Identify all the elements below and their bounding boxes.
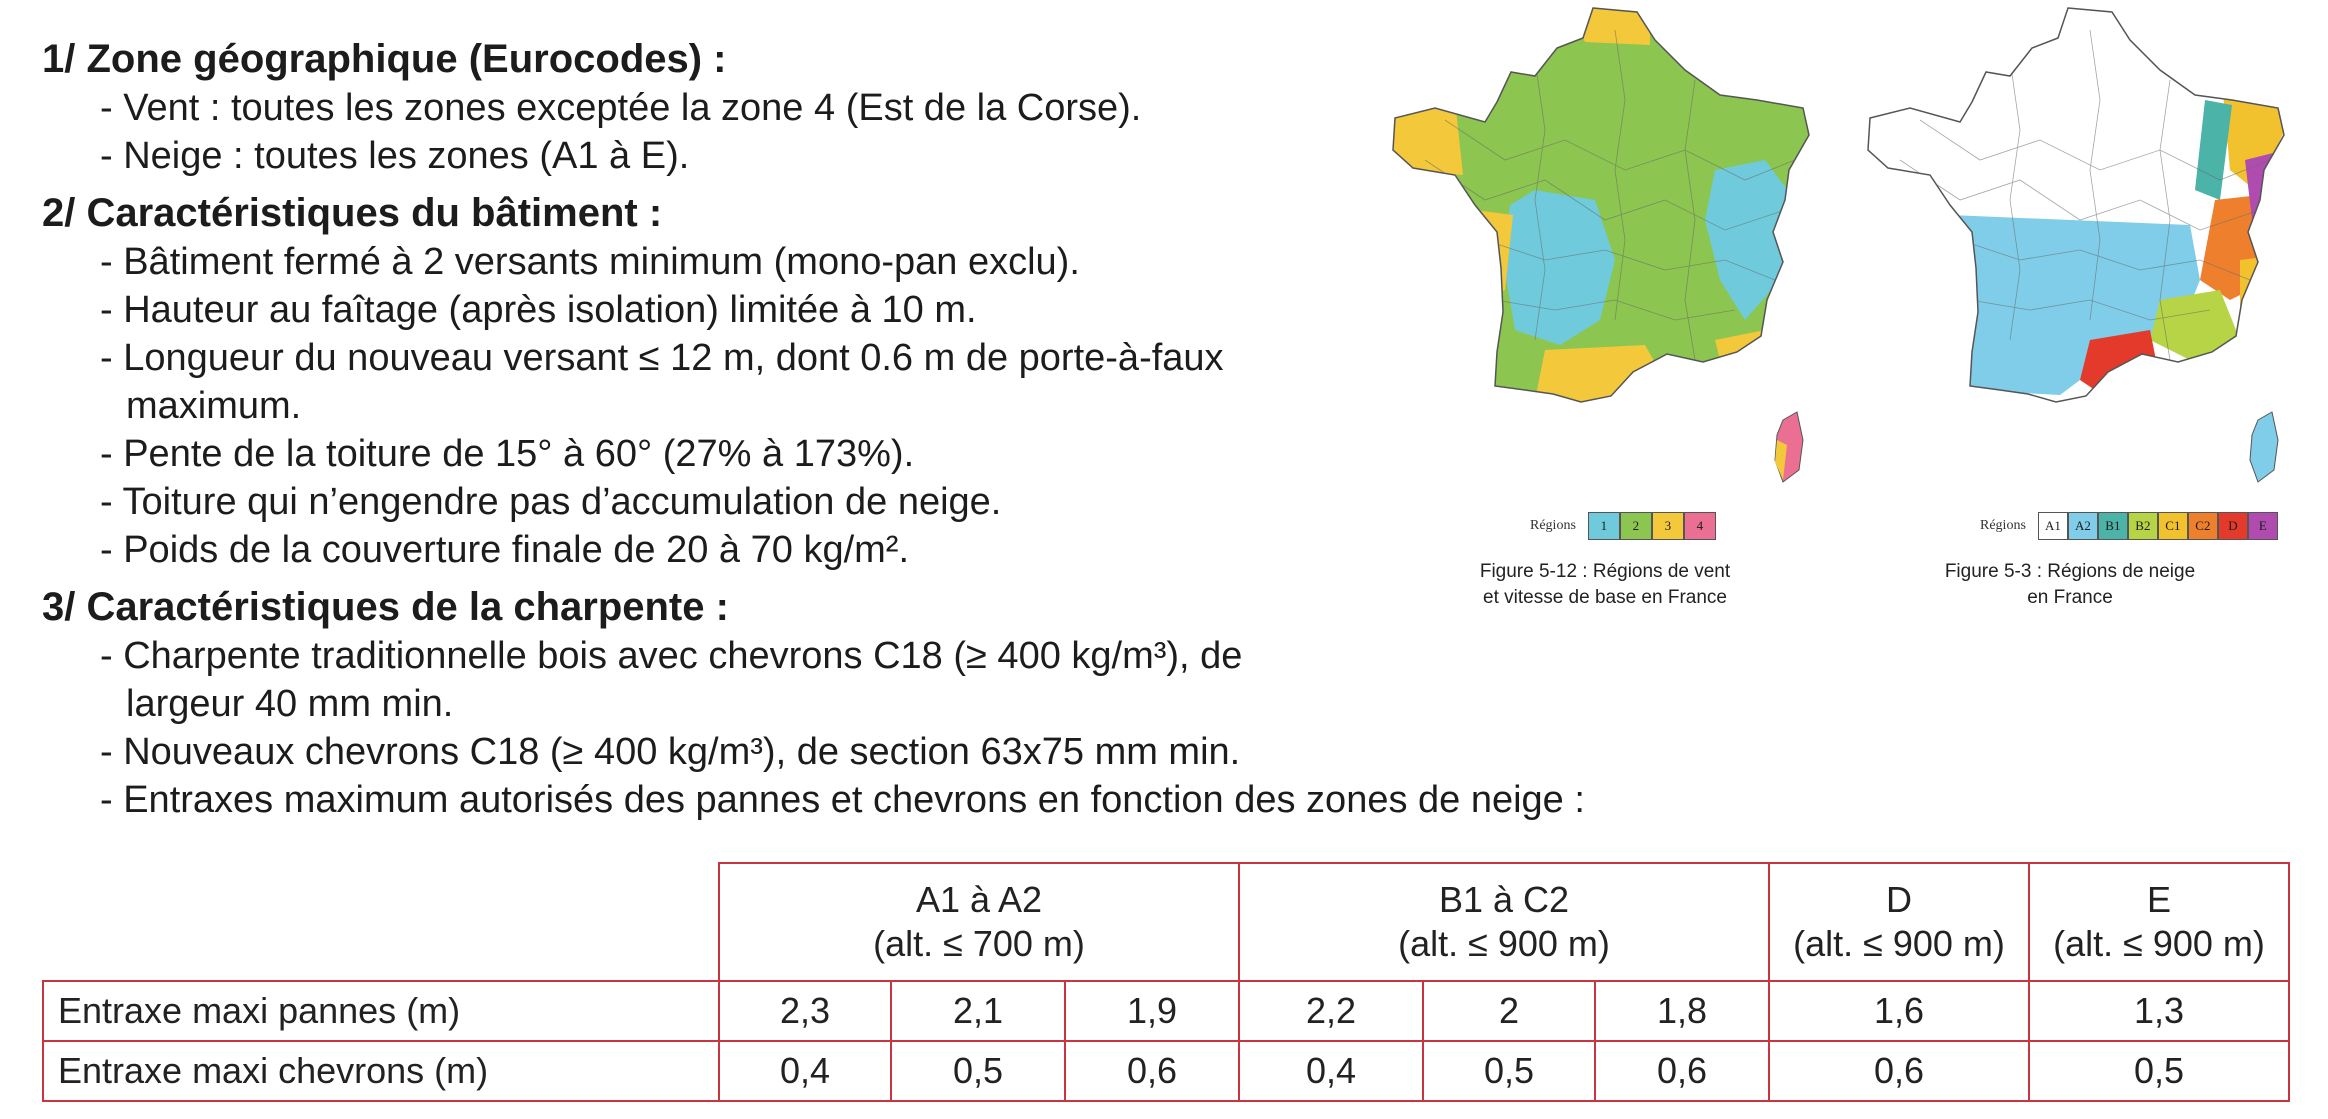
group-altitude: (alt. ≤ 900 m) [1398,923,1610,964]
list-item: - Pente de la toiture de 15° à 60° (27% à 173%). [100,433,915,475]
snow-map-image [1850,0,2310,500]
list-item: - Bâtiment fermé à 2 versants minimum (mono-pan exclu). [100,241,1080,283]
list-item: - Vent : toutes les zones exceptée la zone 4 (Est de la Corse). [100,87,1142,129]
snow-legend-label: Régions [1980,518,2026,533]
list-item: - Poids de la couverture finale de 20 à 70 kg/m². [100,529,910,571]
table-cell: 0,4 [1239,1041,1423,1101]
table-cell: 0,5 [1423,1041,1595,1101]
legend-swatch: 2 [1620,512,1652,540]
legend-swatch: C1 [2158,512,2188,540]
list-item: - Neige : toutes les zones (A1 à E). [100,135,690,177]
table-cell: 1,8 [1595,981,1769,1041]
wind-caption-line1: Figure 5-12 : Régions de vent [1479,561,1731,582]
group-altitude: (alt. ≤ 900 m) [2053,923,2265,964]
table-cell: 0,6 [1065,1041,1239,1101]
wind-map-image [1385,0,1825,500]
table-header-group [2029,863,2289,981]
legend-swatch: A1 [2038,512,2068,540]
table-cell: 0,4 [719,1041,891,1101]
table-cell: 1,9 [1065,981,1239,1041]
group-name: B1 à C2 [1438,879,1570,920]
table-cell: 2 [1423,981,1595,1041]
group-altitude: (alt. ≤ 900 m) [1793,923,2005,964]
table-cell: 2,1 [891,981,1065,1041]
legend-swatch: 3 [1652,512,1684,540]
table-cell: 0,6 [1595,1041,1769,1101]
wind-map-figure [1385,0,1825,608]
legend-swatch: D [2218,512,2248,540]
snow-legend [1980,512,2278,540]
row-label: Entraxe maxi chevrons (m) [43,1041,719,1101]
group-name: A1 à A2 [915,879,1043,920]
table-cell: 2,2 [1239,981,1423,1041]
wind-legend [1530,512,1716,540]
table-cell: 0,6 [1769,1041,2029,1101]
list-item: - Charpente traditionnelle bois avec chevrons C18 (≥ 400 kg/m³), de largeur 40 mm min. [100,635,1243,725]
wind-legend-label: Régions [1530,518,1576,533]
legend-swatch: 1 [1588,512,1620,540]
entraxes-table [42,862,2290,1102]
snow-map-figure [1850,0,2310,608]
table-header-group [1239,863,1769,981]
row-label: Entraxe maxi pannes (m) [43,981,719,1041]
legend-swatch: A2 [2068,512,2098,540]
snow-caption-line2: en France [2027,587,2113,608]
section-heading-batiment: 2/ Caractéristiques du bâtiment : [42,191,663,235]
legend-swatch: B2 [2128,512,2158,540]
list-item: - Nouveaux chevrons C18 (≥ 400 kg/m³), de section 63x75 mm min. [100,731,1241,773]
snow-caption-line1: Figure 5-3 : Régions de neige [1944,561,2196,582]
legend-swatch: C2 [2188,512,2218,540]
group-name: E [2146,879,2171,920]
legend-swatch: E [2248,512,2278,540]
list-item: - Toiture qui n’engendre pas d’accumulation de neige. [100,481,1002,523]
group-altitude: (alt. ≤ 700 m) [873,923,1085,964]
table-cell: 0,5 [2029,1041,2289,1101]
table-cell: 1,6 [1769,981,2029,1041]
section-heading-charpente: 3/ Caractéristiques de la charpente : [42,585,729,629]
table-header-group [1769,863,2029,981]
wind-caption-line2: et vitesse de base en France [1483,587,1727,608]
list-item: - Longueur du nouveau versant ≤ 12 m, dont 0.6 m de porte-à-faux maximum. [100,337,1224,427]
table-header-empty [43,863,719,981]
section-heading-zone: 1/ Zone géographique (Eurocodes) : [42,37,727,81]
legend-swatch: B1 [2098,512,2128,540]
table-cell: 2,3 [719,981,891,1041]
list-item: - Entraxes maximum autorisés des pannes et chevrons en fonction des zones de neige : [100,779,1585,821]
legend-swatch: 4 [1684,512,1716,540]
group-name: D [1886,879,1912,920]
table-row [43,981,2289,1041]
table-cell: 0,5 [891,1041,1065,1101]
table-header-group [719,863,1239,981]
list-item: - Hauteur au faîtage (après isolation) limitée à 10 m. [100,289,977,331]
table-header-row [43,863,2289,981]
table-row [43,1041,2289,1101]
table-cell: 1,3 [2029,981,2289,1041]
